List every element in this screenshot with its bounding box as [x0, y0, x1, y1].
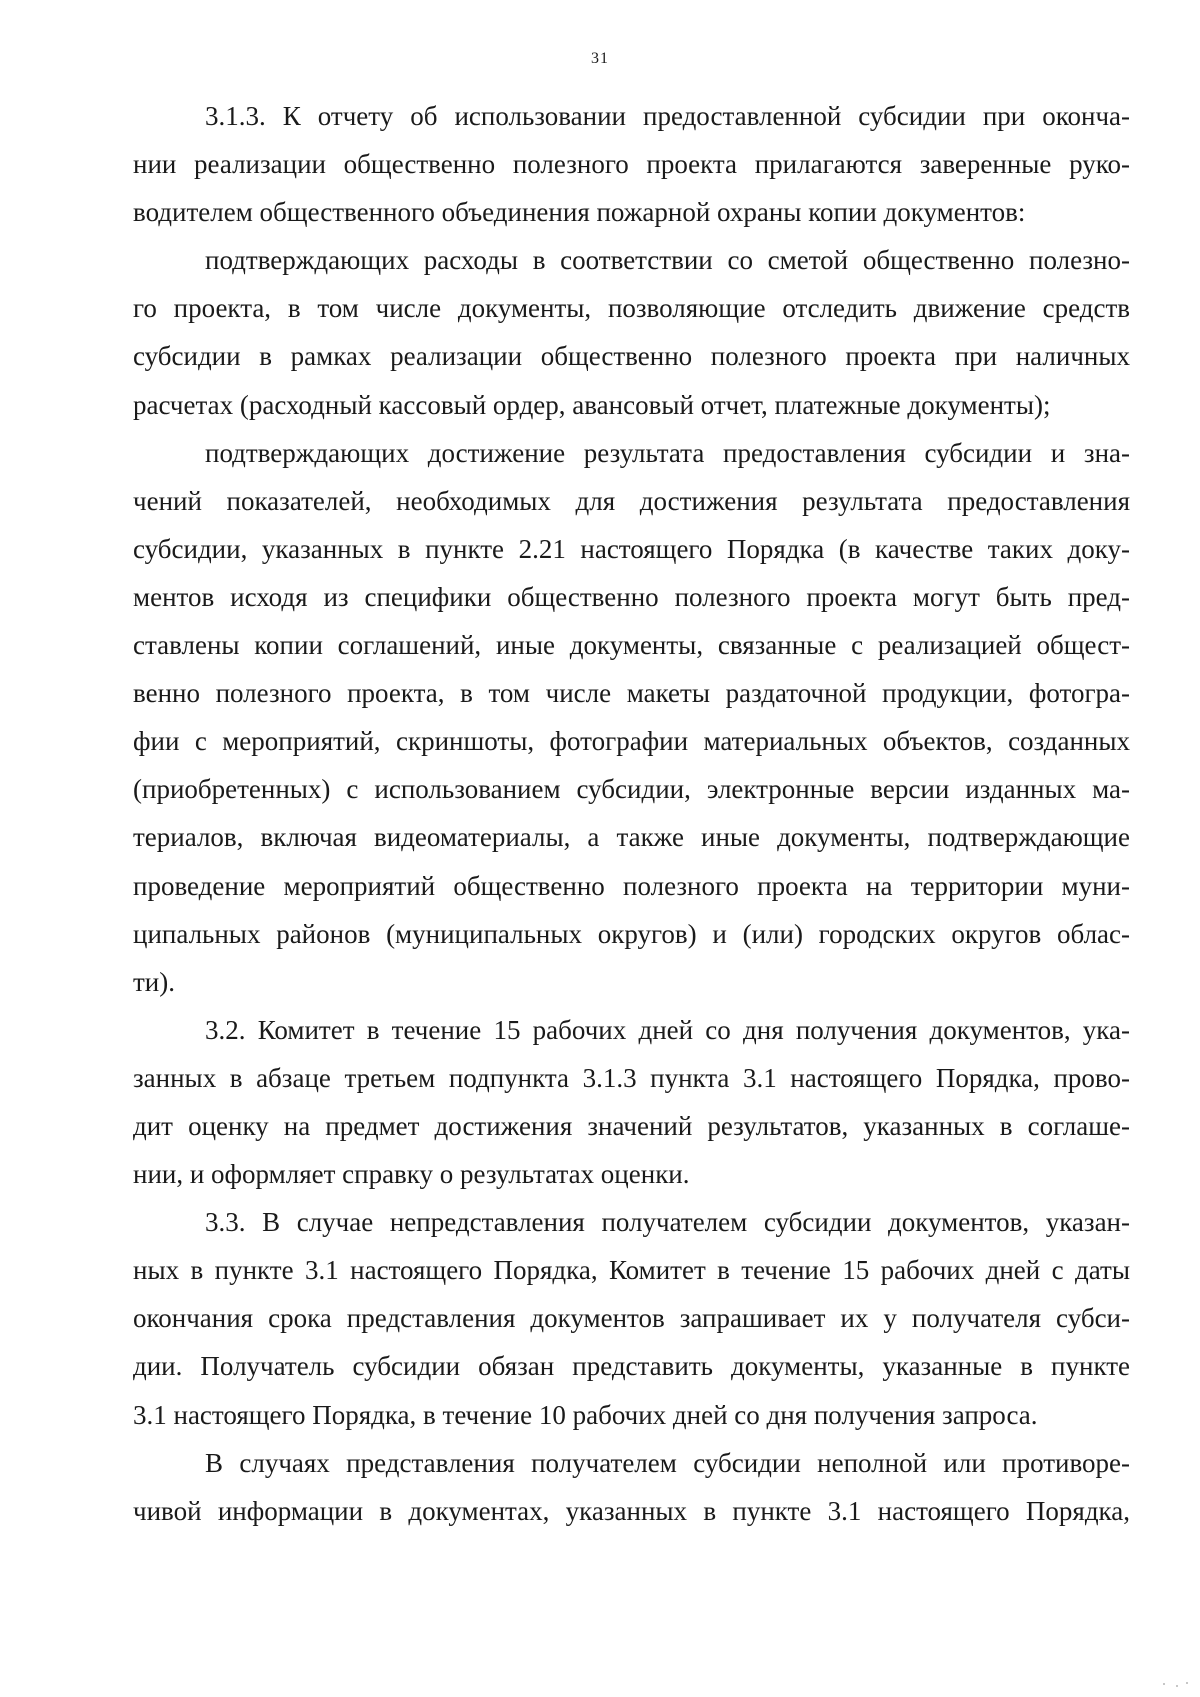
text-line: 3.1 настоящего Порядка, в течение 10 рабочих дней со дня получения запроса.	[133, 1399, 1038, 1430]
text-line: 3.1.3. К отчету об использовании предоставленной субсидии при оконча-	[205, 101, 1130, 131]
paragraph-incomplete-info	[133, 1439, 1130, 1535]
text-line: подтверждающих достижение результата предоставления субсидии и зна-	[205, 437, 1130, 468]
text-line: нии, и оформляет справку о результатах оценки.	[133, 1159, 690, 1190]
paragraph-results	[133, 429, 1130, 1006]
text-line: В случаях представления получателем субсидии неполной или противоре-	[205, 1447, 1130, 1478]
text-line: ти).	[133, 966, 175, 997]
document-body	[133, 92, 1130, 1535]
scan-speck	[1176, 1685, 1178, 1687]
text-line: ментов исходя из специфики общественно полезного проекта могут быть пред-	[133, 581, 1130, 612]
text-line: подтверждающих расходы в соответствии со сметой общественно полезно-	[205, 245, 1130, 276]
text-line: субсидии в рамках реализации общественно полезного проекта при наличных	[133, 341, 1130, 372]
text-line: ных в пункте 3.1 настоящего Порядка, Комитет в течение 15 рабочих дней с даты	[133, 1255, 1130, 1286]
text-line: дии. Получатель субсидии обязан представить документы, указанные в пункте	[133, 1351, 1130, 1382]
scan-speck	[1163, 1683, 1165, 1685]
text-line: венно полезного проекта, в том числе макеты раздаточной продукции, фотогра-	[133, 678, 1130, 709]
page-number: 31	[591, 50, 609, 67]
text-line: ципальных районов (муниципальных округов) и (или) городских округов облас-	[133, 918, 1130, 949]
text-line: субсидии, указанных в пункте 2.21 настоящего Порядка (в качестве таких доку-	[133, 533, 1130, 564]
text-line: проведение мероприятий общественно полезного проекта на территории муни-	[133, 870, 1130, 901]
text-line: 3.3. В случае непредставления получателем субсидии документов, указан-	[205, 1207, 1130, 1238]
text-line: чений показателей, необходимых для достижения результата предоставления	[133, 485, 1130, 516]
text-line: фии с мероприятий, скриншоты, фотографии материальных объектов, созданных	[133, 726, 1130, 757]
text-line: нии реализации общественно полезного проекта прилагаются заверенные руко-	[133, 149, 1130, 180]
text-line: чивой информации в документах, указанных в пункте 3.1 настоящего Порядка,	[133, 1495, 1130, 1526]
text-line: занных в абзаце третьем подпункта 3.1.3 пункта 3.1 настоящего Порядка, прово-	[133, 1062, 1130, 1093]
text-line: териалов, включая видеоматериалы, а также иные документы, подтверждающие	[133, 822, 1130, 853]
text-line: го проекта, в том числе документы, позволяющие отследить движение средств	[133, 293, 1130, 324]
text-line: окончания срока представления документов запрашивает их у получателя субси-	[133, 1303, 1130, 1334]
text-line: дит оценку на предмет достижения значений результатов, указанных в соглаше-	[133, 1110, 1130, 1141]
paragraph-3-1-3	[133, 92, 1130, 236]
text-line: ставлены копии соглашений, иные документы, связанные с реализацией общест-	[133, 630, 1130, 661]
scan-speck	[1186, 1682, 1188, 1684]
paragraph-expenses	[133, 236, 1130, 428]
text-line: 3.2. Комитет в течение 15 рабочих дней со дня получения документов, ука-	[205, 1014, 1130, 1045]
text-line: расчетах (расходный кассовый ордер, авансовый отчет, платежные документы);	[133, 389, 1051, 420]
text-line: водителем общественного объединения пожарной охраны копии документов:	[133, 197, 1026, 228]
paragraph-3-3	[133, 1198, 1130, 1438]
paragraph-3-2	[133, 1006, 1130, 1198]
text-line: (приобретенных) с использованием субсидии, электронные версии изданных ма-	[133, 774, 1130, 805]
